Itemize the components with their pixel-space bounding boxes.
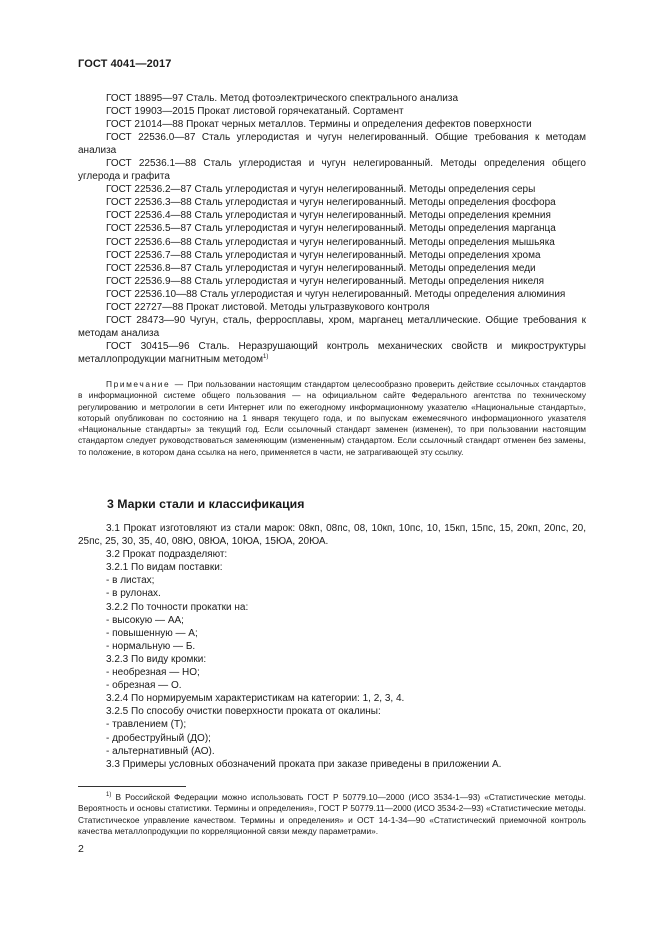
page-number: 2 <box>78 843 84 855</box>
reference-item: ГОСТ 21014—88 Прокат черных металлов. Термины и определения дефектов поверхности <box>106 119 532 131</box>
list-item: - обрезная — О. <box>106 680 182 692</box>
section-heading: 3 Марки стали и классификация <box>107 497 305 511</box>
section-body <box>78 522 586 771</box>
list-item: - в рулонах. <box>106 588 161 600</box>
list-item: - в листах; <box>106 575 155 587</box>
clause-3-2-2: 3.2.2 По точности прокатки на: <box>106 601 249 613</box>
list-item: - высокую — АА; <box>106 614 184 626</box>
clause-3-2-1: 3.2.1 По видам поставки: <box>106 562 223 574</box>
clause-3-3: 3.3 Примеры условных обозначений проката при заказе приведены в приложении А. <box>106 758 502 770</box>
reference-item: ГОСТ 22536.10—88 Сталь углеродистая и чугун нелегированный. Методы определения алюминия <box>106 288 566 300</box>
reference-item: ГОСТ 22536.2—87 Сталь углеродистая и чугун нелегированный. Методы определения серы <box>106 184 536 196</box>
reference-item: ГОСТ 22536.7—88 Сталь углеродистая и чугун нелегированный. Методы определения хрома <box>106 249 541 261</box>
footnote <box>78 792 586 837</box>
reference-item: ГОСТ 22536.4—88 Сталь углеродистая и чугун нелегированный. Методы определения кремния <box>106 210 551 222</box>
list-item: - травлением (Т); <box>106 719 187 731</box>
clause-3-2-3: 3.2.3 По виду кромки: <box>106 653 207 665</box>
reference-item: ГОСТ 22536.0—87 Сталь углеродистая и чугун нелегированный. Общие требования к методам анализа <box>78 132 586 157</box>
note-text: При пользовании настоящим стандартом целесообразно проверить действие ссылочных стандартов в информационной системе общего пользования — на официальном сайте Федерального агентства по техническому регулированию и метрологии в сети Интернет или по ежегодному информационному указателю «Национальные стандарты», который опубликован по состоянию на 1 января текущего года, и по выпускам ежемесячного информационного указателя «Национальные стандарты» за текущий год. Если ссылочный стандарт заменен (изменен), то при пользовании настоящим стандартом следует руководствоваться заменяющим (измененным) стандартом. Если ссылочный стандарт отменен без замены, то положение, в котором дана ссылка на него, применяется в части, не затрагивающей эту ссылку. <box>78 379 586 457</box>
list-item: - дробеструйный (ДО); <box>106 732 211 744</box>
reference-item: ГОСТ 22536.3—88 Сталь углеродистая и чугун нелегированный. Методы определения фосфора <box>106 197 556 209</box>
reference-item: ГОСТ 22536.8—87 Сталь углеродистая и чугун нелегированный. Методы определения меди <box>106 262 536 274</box>
clause-3-2-5: 3.2.5 По способу очистки поверхности проката от окалины: <box>106 706 381 718</box>
reference-note <box>78 379 586 458</box>
list-item: - необрезная — НО; <box>106 667 200 679</box>
clause-3-2: 3.2 Прокат подразделяют: <box>106 549 228 561</box>
reference-item: ГОСТ 22727—88 Прокат листовой. Методы ультразвукового контроля <box>106 301 430 313</box>
footnote-number: 1) <box>106 792 112 798</box>
footnote-text: В Российской Федерации можно использовать ГОСТ Р 50779.10—2000 (ИСО 3534-1—93) «Статистические методы. Вероятность и основы статистики. Термины и определения», ГОСТ Р 50779.11—2000 (ИСО 3534-2—93) «Статистические методы. Статистическое управление качеством. Термины и определения» и ОСТ 14-1-34—90 «Статистический приемочной контроль качества металлопродукции по корреляционной связи между параметрами». <box>78 792 586 836</box>
document-header: ГОСТ 4041—2017 <box>78 58 172 70</box>
footnote-divider <box>78 786 186 787</box>
reference-item: ГОСТ 22536.9—88 Сталь углеродистая и чугун нелегированный. Методы определения никеля <box>106 275 545 287</box>
reference-item: ГОСТ 28473—90 Чугун, сталь, ферросплавы, хром, марганец металлические. Общие требования к методам анализа <box>78 314 586 339</box>
footnote-marker[interactable]: 1) <box>263 353 269 360</box>
clause-3-2-4: 3.2.4 По нормируемым характеристикам на категории: 1, 2, 3, 4. <box>106 693 405 705</box>
reference-item <box>78 340 586 366</box>
list-item: - альтернативный (АО). <box>106 745 215 757</box>
reference-item: ГОСТ 22536.6—88 Сталь углеродистая и чугун нелегированный. Методы определения мышьяка <box>106 236 555 248</box>
reference-item: ГОСТ 18895—97 Сталь. Метод фотоэлектрического спектрального анализа <box>106 93 459 104</box>
note-label: Примечание — <box>106 379 185 389</box>
list-item: - повышенную — А; <box>106 627 198 639</box>
reference-text: ГОСТ 30415—96 Сталь. Неразрушающий контроль механических свойств и микроструктуры металлопродукции магнитным методом <box>78 340 586 365</box>
reference-item: ГОСТ 22536.5—87 Сталь углеродистая и чугун нелегированный. Методы определения марганца <box>106 223 556 235</box>
clause-3-1: 3.1 Прокат изготовляют из стали марок: 08кп, 08пс, 08, 10кп, 10пс, 10, 15кп, 15пс, 15, 20кп, 20пс, 20, 25пс, 25, 30, 35, 40, 08Ю, 08ЮА, 10ЮА, 15ЮА, 20ЮА. <box>78 523 586 548</box>
list-item: - нормальную — Б. <box>106 640 196 652</box>
normative-references-list <box>78 92 586 366</box>
reference-item: ГОСТ 19903—2015 Прокат листовой горячекатаный. Сортамент <box>106 106 404 118</box>
reference-item: ГОСТ 22536.1—88 Сталь углеродистая и чугун нелегированный. Методы определения общего углерода и графита <box>78 158 586 183</box>
